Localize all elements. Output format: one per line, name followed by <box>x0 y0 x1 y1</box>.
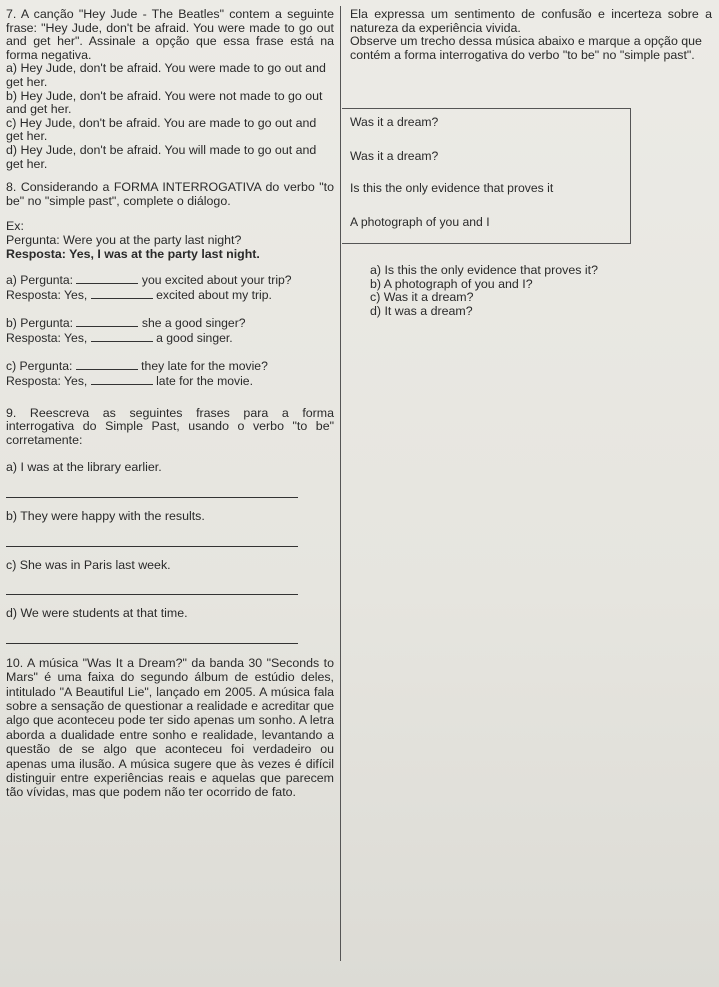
right-option-b: b) A photograph of you and I? <box>370 276 533 291</box>
q8-example-answer: Resposta: Yes, I was at the party last night. <box>6 246 260 261</box>
q8-b-question-label: b) Pergunta: <box>6 316 74 331</box>
q9-item-d: d) We were students at that time. <box>6 606 188 621</box>
q9-answer-line-c[interactable] <box>6 576 298 595</box>
right-options <box>354 264 714 318</box>
q8-b-question-rest: she a good singer? <box>141 316 246 331</box>
left-column <box>6 8 334 800</box>
right-option-d: d) It was a dream? <box>370 303 473 318</box>
q7-option-b: b) Hey Jude, don't be afraid. You were not made to go out and get her. <box>6 88 323 117</box>
q8-b-answer-label: Resposta: Yes, <box>6 330 88 345</box>
q9-item-b: b) They were happy with the results. <box>6 509 205 524</box>
q8-a-question-blank[interactable] <box>76 273 138 284</box>
q8-c-question-rest: they late for the movie? <box>141 359 268 374</box>
q8-c-question-label: c) Pergunta: <box>6 359 73 374</box>
q8-a-answer-rest: excited about my trip. <box>156 287 272 302</box>
q8-a-question-label: a) Pergunta: <box>6 273 74 288</box>
q9-answer-line-b[interactable] <box>6 528 298 547</box>
q8-b-question-blank[interactable] <box>76 316 138 327</box>
q8-a-answer-blank[interactable] <box>91 288 153 299</box>
q8-item-c <box>6 359 334 388</box>
lyrics-box <box>342 108 631 244</box>
lyric-line-2: Was it a dream? <box>350 149 439 163</box>
q8-c-question-blank[interactable] <box>76 359 138 370</box>
right-intro-1: Ela expressa um sentimento de confusão e incerteza sobre a natureza da experiência vivida. <box>350 7 712 35</box>
q8-c-answer-blank[interactable] <box>91 374 153 385</box>
lyric-line-1: Was it a dream? <box>350 115 439 129</box>
right-option-a: a) Is this the only evidence that proves it? <box>370 263 598 277</box>
q7-option-c: c) Hey Jude, don't be afraid. You are made to go out and get her. <box>6 115 317 144</box>
right-option-c: c) Was it a dream? <box>370 290 474 305</box>
lyric-line-4: A photograph of you and I <box>350 215 490 229</box>
column-divider <box>340 6 341 961</box>
q8-item-b <box>6 316 334 345</box>
q7-option-a: a) Hey Jude, don't be afraid. You were made to go out and get her. <box>6 61 326 89</box>
q8-c-answer-label: Resposta: Yes, <box>6 374 88 389</box>
q8-example-label: Ex: <box>6 219 24 234</box>
q8-c-answer-rest: late for the movie. <box>156 374 253 389</box>
q8-b-answer-blank[interactable] <box>91 331 153 342</box>
q8-intro: 8. Considerando a FORMA INTERROGATIVA do verbo "to be" no "simple past", complete o diálogo. <box>6 180 334 208</box>
q9-item-c: c) She was in Paris last week. <box>6 557 171 572</box>
q9-answer-line-a[interactable] <box>6 479 298 498</box>
q8-b-answer-rest: a good singer. <box>156 330 233 345</box>
q8-item-a <box>6 273 334 302</box>
q8-a-answer-label: Resposta: Yes, <box>6 287 88 302</box>
right-intro-2: Observe um trecho dessa música abaixo e marque a opção que contém a forma interrogativa do verbo "to be" no "simple past". <box>350 34 702 62</box>
q7-option-d: d) Hey Jude, don't be afraid. You will made to go out and get her. <box>6 142 317 171</box>
right-column <box>350 8 712 62</box>
q8-a-question-rest: you excited about your trip? <box>141 273 292 288</box>
q7-intro: 7. A canção "Hey Jude - The Beatles" contem a seguinte frase: "Hey Jude, don't be afraid. You were made to go out and get her". Assinale a opção que essa frase está na forma negativa. <box>6 7 334 62</box>
q9-answer-line-d[interactable] <box>6 625 298 644</box>
q9-intro: 9. Reescreva as seguintes frases para a forma interrogativa do Simple Past, usando o verbo "to be" corretamente: <box>6 405 334 447</box>
q8-example-question: Pergunta: Were you at the party last night? <box>6 232 242 247</box>
lyric-line-3: Is this the only evidence that proves it <box>350 181 554 195</box>
q10-text: 10. A música "Was It a Dream?" da banda 30 "Seconds to Mars" é uma faixa do segundo álbum de estúdio deles, intitulado "A Beautiful Lie", lançado em 2005. A música fala sobre a sensação de questionar a realidade e acreditar que algo que aconteceu pode ter sido apenas um sonho. A letra aborda a dualidade entre sonho e realidade, levantando a questão de se algo que aconteceu foi verdadeiro ou apenas uma ilusão. A música sugere que às vezes é difícil distinguir entre experiências reais e aquelas que parecem tão vívidas, mas que podem não ter ocorrido de fato. <box>6 655 334 800</box>
q9-item-a: a) I was at the library earlier. <box>6 460 162 475</box>
